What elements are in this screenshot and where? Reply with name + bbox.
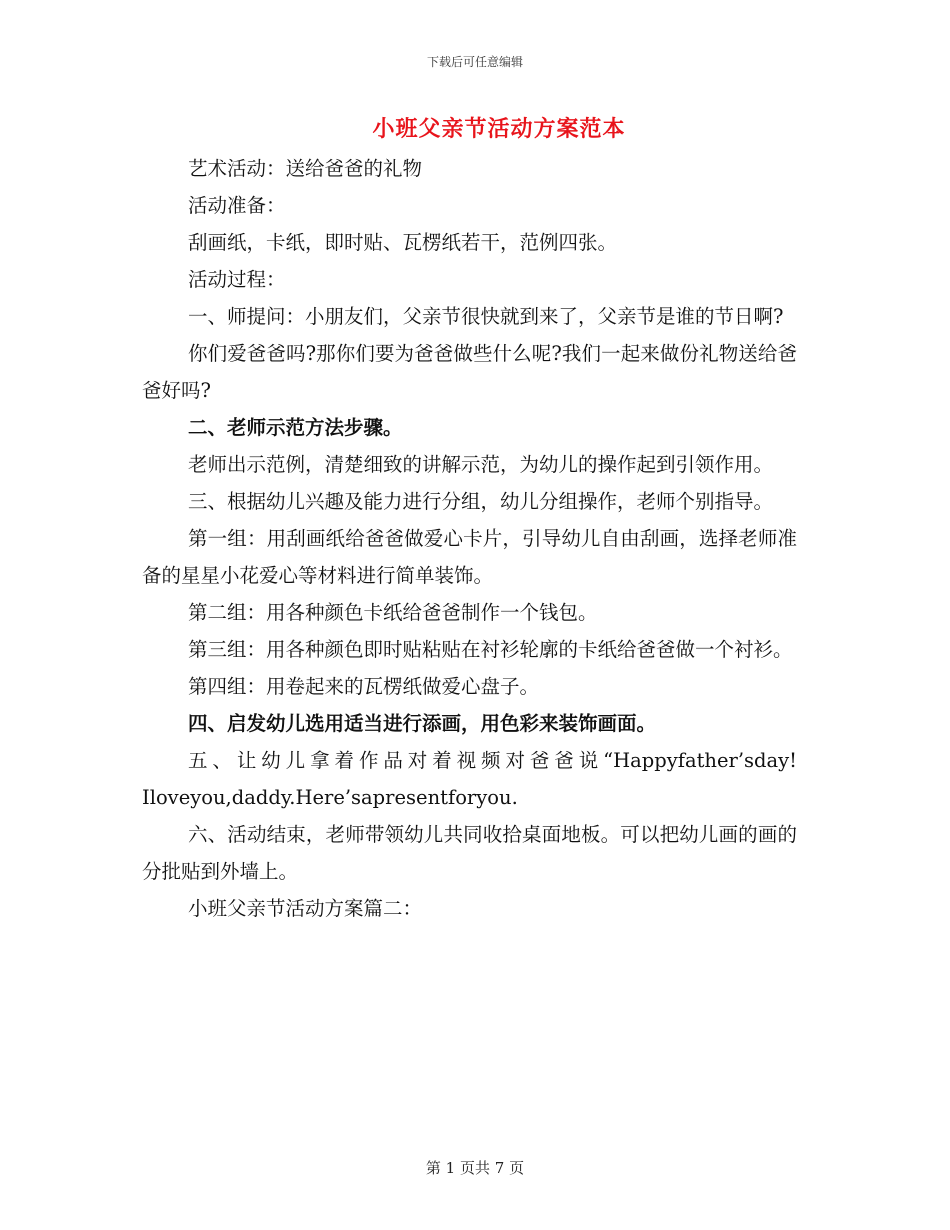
- paragraph-step-two: 二、老师示范方法步骤。: [188, 416, 403, 439]
- paragraph-step-one: 一、师提问：小朋友们，父亲节很快就到来了，父亲节是谁的节日啊?: [188, 305, 784, 328]
- paragraph-materials: 刮画纸，卡纸，即时贴、瓦楞纸若干，范例四张。: [188, 231, 618, 254]
- header-note: 下载后可任意编辑: [426, 55, 523, 69]
- paragraph-step-three: 三、根据幼儿兴趣及能力进行分组，幼儿分组操作，老师个别指导。: [188, 490, 774, 513]
- paragraph-next-section: 小班父亲节活动方案篇二：: [188, 897, 423, 920]
- paragraph-step-six: 六、活动结束，老师带领幼儿共同收拾桌面地板。可以把幼儿画的画的分批贴到外墙上。: [142, 823, 797, 883]
- document-title: 小班父亲节活动方案范本: [372, 116, 626, 142]
- paragraph-step-one-question: 你们爱爸爸吗?那你们要为爸爸做些什么呢?我们一起来做份礼物送给爸爸好吗?: [142, 342, 797, 402]
- paragraph-group-two: 第二组：用各种颜色卡纸给爸爸制作一个钱包。: [188, 601, 598, 624]
- paragraph-group-four: 第四组：用卷起来的瓦楞纸做爱心盘子。: [188, 675, 540, 698]
- paragraph-step-five: 五、让幼儿拿着作品对着视频对爸爸说“Happyfather’sday! Iloveyou,daddy.Here’sapresentforyou.: [142, 749, 797, 809]
- document-body: [142, 150, 797, 927]
- paragraph-step-two-detail: 老师出示范例，清楚细致的讲解示范，为幼儿的操作起到引领作用。: [188, 453, 774, 476]
- paragraph-preparation-heading: 活动准备：: [188, 194, 286, 217]
- paragraph-step-four: 四、启发幼儿选用适当进行添画，用色彩来装饰画面。: [188, 712, 657, 735]
- paragraph-process-heading: 活动过程：: [188, 268, 286, 291]
- paragraph-art-activity: 艺术活动：送给爸爸的礼物: [188, 157, 423, 180]
- paragraph-group-one: 第一组：用刮画纸给爸爸做爱心卡片，引导幼儿自由刮画，选择老师准备的星星小花爱心等材料进行简单装饰。: [142, 527, 797, 587]
- page-footer: 第 1 页共 7 页: [425, 1159, 525, 1177]
- paragraph-group-three: 第三组：用各种颜色即时贴粘贴在衬衫轮廓的卡纸给爸爸做一个衬衫。: [188, 638, 793, 661]
